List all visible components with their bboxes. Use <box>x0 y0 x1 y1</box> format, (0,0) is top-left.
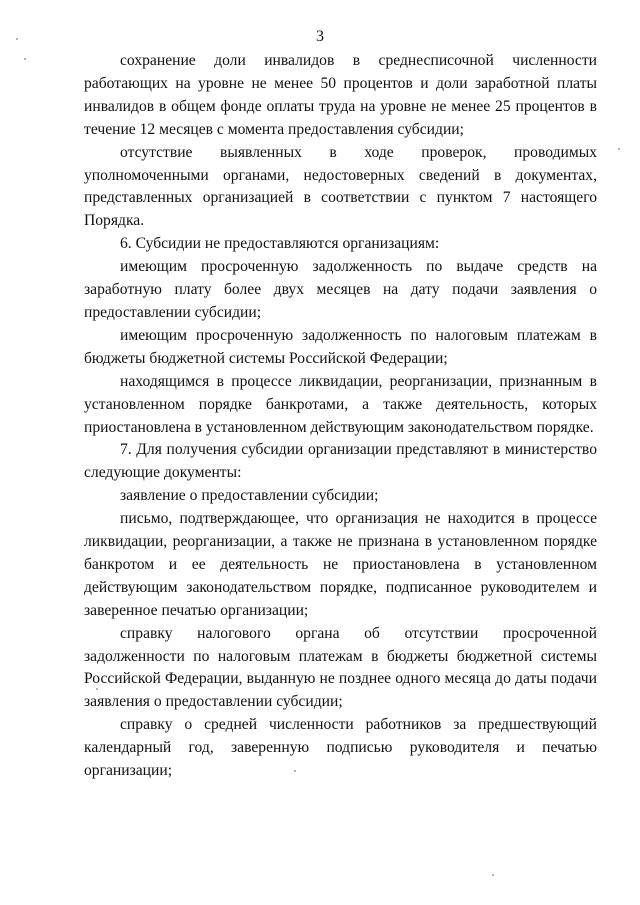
scan-speck <box>24 58 26 60</box>
paragraph: сохранение доли инвалидов в среднесписочной численности работающих на уровне не менее 50 процентов и доли заработной платы инвалидов в общем фонде оплаты труда на уровне не менее 25 процентов в течение 12 месяцев с момента предоставления субсидии; <box>84 52 597 138</box>
paragraph: имеющим просроченную задолженность по выдаче средств на заработную плату более двух месяцев на дату подачи заявления о предоставлении субсидии; <box>84 258 597 321</box>
page-number: 3 <box>316 28 324 45</box>
paragraph: находящимся в процессе ликвидации, реорганизации, признанным в установленном порядке банкротами, а также деятельность, которых приостановлена в установленном действующим законодательством порядке. <box>84 372 597 436</box>
paragraph: справку налогового органа об отсутствии просроченной задолженности по налоговым платежам в бюджеты бюджетной системы Российской Федерации, выданную не позднее одного месяца до даты подачи заявления о предоставлении субсидии; <box>84 624 597 711</box>
scan-speck <box>618 148 620 150</box>
paragraph: заявление о предоставлении субсидии; <box>120 487 379 505</box>
scan-speck <box>492 874 494 876</box>
scan-speck <box>294 770 296 772</box>
paragraph: 6. Субсидии не предоставляются организациям: <box>120 235 440 253</box>
paragraph: имеющим просроченную задолженность по налоговым платежам в бюджеты бюджетной системы Российской Федерации; <box>84 326 597 367</box>
scan-speck <box>16 38 18 40</box>
paragraph: 7. Для получения субсидии организации представляют в министерство следующие документы: <box>84 441 597 482</box>
paragraph: письмо, подтверждающее, что организация не находится в процессе ликвидации, реорганизации, а также не признана в установленном порядке банкротом и ее деятельность не приостановлена в установленном действующим законодательством порядке, подписанное руководителем и заверенное печатью организации; <box>84 510 597 619</box>
scan-speck <box>96 688 98 690</box>
paragraph: отсутствие выявленных в ходе проверок, проводимых уполномоченными органами, недостоверных сведений в документах, представленных организацией в соответствии с пунктом 7 настоящего Порядка. <box>84 143 597 230</box>
document-body <box>84 50 597 783</box>
paragraph: справку о средней численности работников за предшествующий календарный год, заверенную подписью руководителя и печатью организации; <box>84 716 597 780</box>
